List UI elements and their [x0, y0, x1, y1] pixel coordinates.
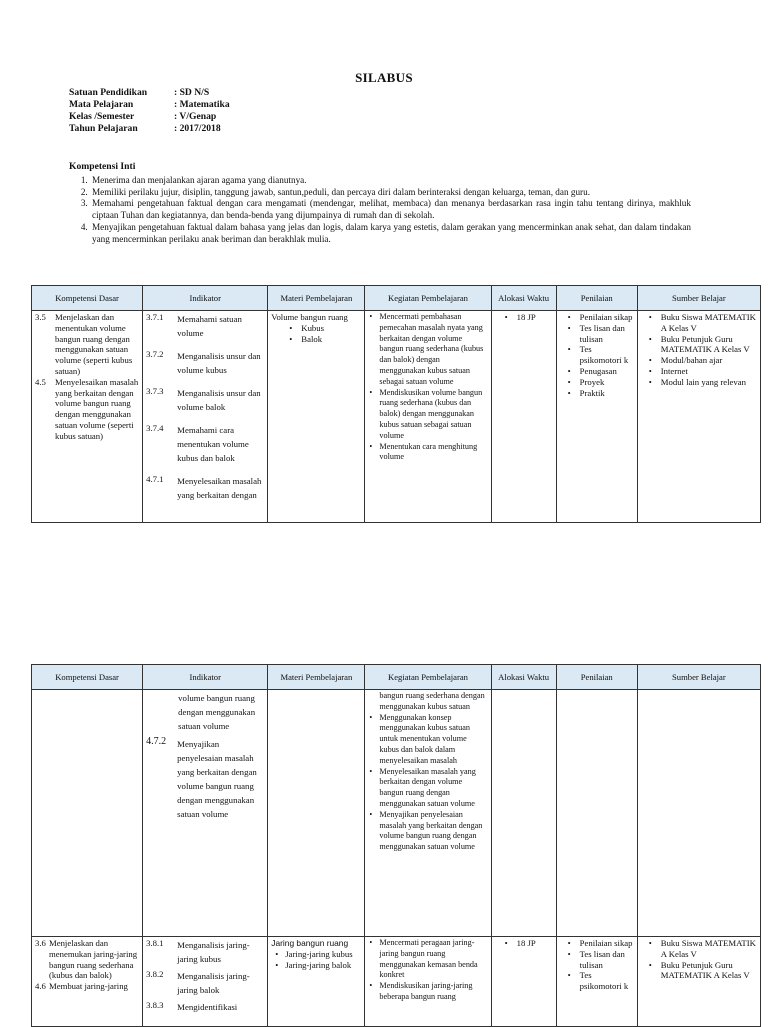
kd-cell — [32, 937, 143, 1027]
sumber-cell — [637, 311, 760, 523]
list-item: • Tes lisan dan tulisan — [580, 323, 634, 345]
list-item: • 18 JP — [517, 938, 553, 949]
indikator-number: 3.7.2 — [146, 349, 164, 359]
list-item: • Buku Siswa MATEMATIK A Kelas V — [661, 312, 757, 334]
list-item: • Modul lain yang relevan — [661, 377, 757, 388]
indikator-number: 3.8.2 — [146, 969, 164, 979]
kd-item — [35, 312, 139, 377]
document-meta — [69, 87, 230, 135]
sumber-list — [641, 938, 757, 981]
indikator-text: Memahami cara menentukan volume kubus dan balok — [177, 425, 249, 463]
indikator-text: Menganalisis unsur dan volume kubus — [177, 351, 261, 375]
kompetensi-inti-list — [69, 175, 691, 245]
meta-value: : V/Genap — [174, 111, 217, 122]
meta-label: Tahun Pelajaran — [69, 123, 138, 134]
meta-label: Kelas /Semester — [69, 111, 135, 122]
meta-value: : Matematika — [174, 99, 230, 110]
indikator-text: Menganalisis unsur dan volume balok — [177, 388, 261, 412]
indikator-item — [146, 386, 264, 414]
list-item: • 18 JP — [517, 312, 553, 323]
header-penilaian: Penilaian — [556, 286, 637, 311]
kd-cell — [32, 690, 143, 937]
list-item: • Tes lisan dan tulisan — [580, 949, 634, 971]
indikator-text: Menyajikan penyelesaian masalah yang berkaitan dengan volume bangun ruang dengan menggunakan satuan volume — [177, 739, 257, 819]
alokasi-cell — [491, 690, 556, 937]
sumber-list — [641, 312, 757, 388]
header-sumber: Sumber Belajar — [637, 286, 760, 311]
indikator-number: 3.8.3 — [146, 1000, 164, 1010]
kegiatan-list — [368, 938, 487, 1003]
indikator-cell — [143, 311, 268, 523]
sumber-cell — [637, 690, 760, 937]
header-kegiatan: Kegiatan Pembelajaran — [365, 286, 491, 311]
indikator-number: 4.7.1 — [146, 474, 164, 484]
materi-list — [271, 323, 361, 345]
indikator-cell — [143, 690, 268, 937]
list-item: • Menyajikan penyelesaian masalah yang berkaitan dengan volume bangun ruang dengan menggunakan satuan volume — [379, 810, 487, 853]
header-indikator: Indikator — [143, 286, 268, 311]
penilaian-cell — [556, 937, 637, 1027]
alokasi-list — [495, 938, 553, 949]
indikator-item — [146, 349, 264, 377]
kd-cell — [32, 311, 143, 523]
list-item: • Praktik — [580, 388, 634, 399]
indikator-number: 3.7.1 — [146, 312, 164, 322]
alokasi-cell — [491, 311, 556, 523]
table-row — [32, 937, 761, 1027]
list-item: • Mencermati pembahasan pemecahan masalah nyata yang berkaitan dengan volume bangun ruang sederhana (kubus dan balok) dengan menggunakan kubus satuan sebagai satuan volume — [379, 312, 487, 388]
list-item: • Tes psikomotori k — [580, 344, 634, 366]
indikator-text: Mengidentifikasi — [177, 1002, 238, 1012]
header-penilaian: Penilaian — [556, 665, 637, 690]
list-item: • Menentukan cara menghitung volume — [379, 442, 487, 464]
alokasi-cell — [491, 937, 556, 1027]
kd-text: Menjelaskan dan menentukan volume bangun ruang dengan menggunakan satuan volume (seperti kubus satuan) — [55, 312, 133, 376]
indikator-item — [146, 938, 264, 966]
sumber-cell — [637, 937, 760, 1027]
indikator-item — [146, 312, 264, 340]
indikator-number: 4.7.2 — [146, 736, 167, 747]
list-item: • Penugasan — [580, 366, 634, 377]
penilaian-cell — [556, 311, 637, 523]
materi-title: Volume bangun ruang — [271, 312, 348, 322]
list-item: 4. Menyajikan pengetahuan faktual dalam bahasa yang jelas dan logis, dalam karya yang estetis, dalam gerakan yang mencerminkan anak sehat, dan dalam tindakan yang mencerminkan perilaku anak beriman dan berakhlak mulia. — [90, 222, 691, 245]
list-item: • Mendiskusikan jaring-jaring beberapa bangun ruang — [379, 981, 487, 1003]
list-item: • Jaring-jaring balok — [285, 960, 361, 971]
materi-cell — [268, 937, 365, 1027]
kd-item — [35, 377, 139, 442]
list-item: • Kubus — [301, 323, 361, 334]
header-kompetensi-dasar: Kompetensi Dasar — [32, 286, 143, 311]
meta-value: : 2017/2018 — [174, 123, 221, 134]
list-item: • Proyek — [580, 377, 634, 388]
list-item: • Balok — [301, 334, 361, 345]
materi-title: Jaring bangun ruang — [271, 938, 349, 948]
list-item: • Mendiskusikan volume bangun ruang sederhana (kubus dan balok) dengan menggunakan kubus satuan sebagai satuan volume — [379, 388, 487, 442]
kd-number: 4.5 — [35, 376, 46, 387]
kegiatan-list — [368, 312, 487, 463]
meta-row — [69, 123, 230, 135]
header-indikator: Indikator — [143, 665, 268, 690]
list-item: • Buku Petunjuk Guru MATEMATIK A Kelas V — [661, 334, 757, 356]
list-item: 3. Memahami pengetahuan faktual dengan cara mengamati (mendengar, melihat, membaca) dan menanya berdasarkan rasa ingin tahu tentang dirinya, makhluk ciptaan Tuhan dan kegiatannya, dan benda-benda yang dijumpainya di rumah dan di sekolah. — [90, 198, 691, 221]
kd-number: 3.5 — [35, 312, 46, 322]
meta-label: Mata Pelajaran — [69, 99, 134, 110]
syllabus-table-1 — [31, 285, 761, 523]
indikator-text: Menganalisis jaring-jaring kubus — [177, 940, 250, 964]
list-item: 2. Memiliki perilaku jujur, disiplin, tanggung jawab, santun,peduli, dan percaya diri dalam berinteraksi dengan keluarga, teman, dan guru. — [90, 187, 691, 199]
indikator-number: 3.7.3 — [146, 386, 164, 396]
alokasi-list — [495, 312, 553, 323]
list-item: • Buku Siswa MATEMATIK A Kelas V — [661, 938, 757, 960]
list-item: 1. Menerima dan menjalankan ajaran agama yang dianutnya. — [90, 175, 691, 187]
meta-value: : SD N/S — [174, 87, 210, 98]
header-sumber: Sumber Belajar — [637, 665, 760, 690]
list-item: • Modul/bahan ajar — [661, 355, 757, 366]
kegiatan-list — [368, 713, 487, 853]
header-materi: Materi Pembelajaran — [268, 665, 365, 690]
penilaian-list — [560, 312, 634, 398]
table-header-row — [32, 665, 761, 690]
kegiatan-cell — [365, 937, 491, 1027]
document-title: SILABUS — [355, 70, 413, 85]
kd-text: Menjelaskan dan menemukan jaring-jaring bangun ruang sederhana (kubus dan balok) — [49, 938, 138, 981]
kd-text: Menyelesaikan masalah yang berkaitan dengan volume bangun ruang dengan menggunakan satuan volume (seperti kubus satuan) — [55, 376, 139, 441]
indikator-continuation: volume bangun ruang dengan menggunakan satuan volume — [178, 693, 256, 731]
kd-number: 4.6 — [35, 981, 46, 992]
list-item: • Internet — [661, 366, 757, 377]
indikator-item — [146, 423, 264, 465]
syllabus-table-2 — [31, 664, 761, 1027]
penilaian-list — [560, 938, 634, 992]
header-kompetensi-dasar: Kompetensi Dasar — [32, 665, 143, 690]
header-materi: Materi Pembelajaran — [268, 286, 365, 311]
indikator-number: 3.7.4 — [146, 423, 164, 433]
meta-row — [69, 111, 230, 123]
list-item: • Penilaian sikap — [580, 938, 634, 949]
header-alokasi: Alokasi Waktu — [491, 286, 556, 311]
indikator-text: Menganalisis jaring-jaring balok — [177, 971, 250, 995]
list-item: • Mencermati peragaan jaring-jaring bangun ruang menggunakan kemasan benda konkret — [379, 938, 487, 981]
kd-item — [35, 938, 139, 981]
section-heading: Kompetensi Inti — [69, 161, 136, 172]
kegiatan-cell — [365, 690, 491, 937]
indikator-text: Memahami satuan volume — [177, 314, 242, 338]
table-header-row — [32, 286, 761, 311]
kd-item — [35, 981, 139, 992]
kompetensi-inti-section — [69, 161, 691, 245]
list-item: • Penilaian sikap — [580, 312, 634, 323]
header-kegiatan: Kegiatan Pembelajaran — [365, 665, 491, 690]
kd-text: Membuat jaring-jaring — [49, 981, 128, 992]
meta-row — [69, 99, 230, 111]
kegiatan-cell — [365, 311, 491, 523]
materi-cell — [268, 311, 365, 523]
kd-number: 3.6 — [35, 938, 46, 948]
list-item: • Tes psikomotori k — [580, 970, 634, 992]
table-row — [32, 690, 761, 937]
table-row — [32, 311, 761, 523]
kegiatan-continuation: bangun ruang sederhana dengan menggunakan kubus satuan — [379, 691, 485, 711]
list-item: • Jaring-jaring kubus — [285, 949, 361, 960]
meta-row — [69, 87, 230, 99]
list-item: • Menggunakan konsep menggunakan kubus satuan untuk menentukan volume kubus dan balok dalam menyelesaikan masalah — [379, 713, 487, 767]
list-item: • Buku Petunjuk Guru MATEMATIK A Kelas V — [661, 960, 757, 982]
materi-list — [271, 949, 361, 971]
indikator-text: Menyelesaikan masalah yang berkaitan dengan — [177, 476, 262, 500]
indikator-item — [146, 1000, 264, 1014]
indikator-item — [146, 969, 264, 997]
indikator-item — [146, 474, 264, 502]
materi-cell — [268, 690, 365, 937]
indikator-number: 3.8.1 — [146, 938, 164, 948]
list-item: • Menyelesaikan masalah yang berkaitan dengan volume bangun ruang dengan menggunakan satuan volume — [379, 767, 487, 810]
header-alokasi: Alokasi Waktu — [491, 665, 556, 690]
meta-label: Satuan Pendidikan — [69, 87, 148, 98]
indikator-cell — [143, 937, 268, 1027]
penilaian-cell — [556, 690, 637, 937]
indikator-item — [146, 737, 264, 821]
